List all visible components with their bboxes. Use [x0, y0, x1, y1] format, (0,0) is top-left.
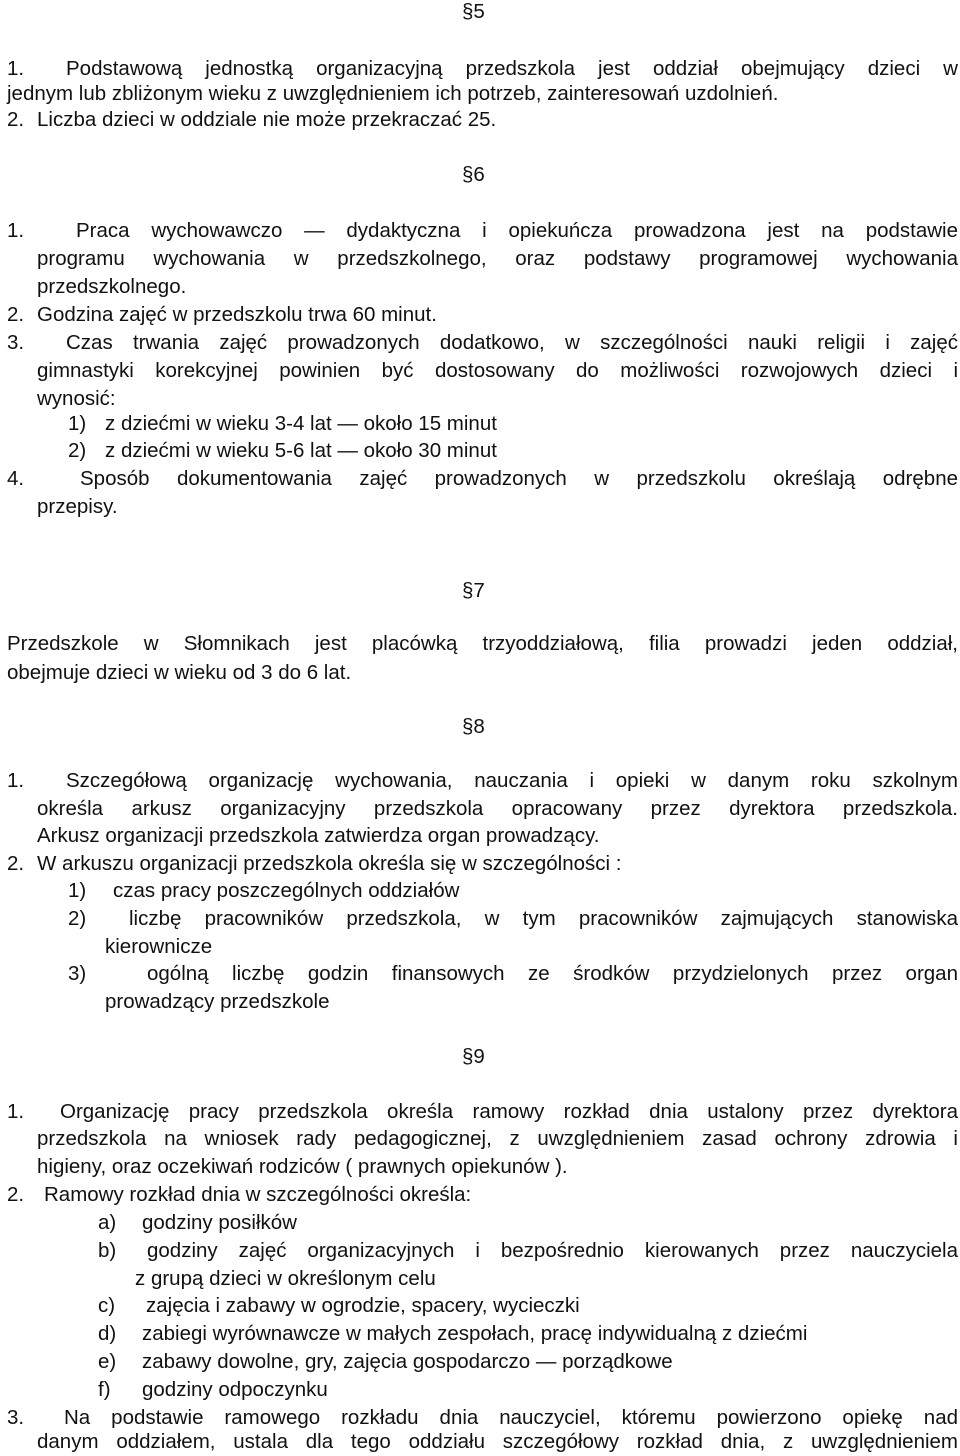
paragraph-line: W arkuszu organizacji przedszkola określa się w szczególności :	[37, 852, 622, 875]
sub-item-text: godziny zajęć organizacyjnych i bezpośrednio kierowanych przez nauczyciela	[147, 1239, 958, 1262]
sub-item-text: zajęcia i zabawy w ogrodzie, spacery, wycieczki	[146, 1294, 580, 1317]
sub-item-text: liczbę pracowników przedszkola, w tym pracowników zajmujących stanowiska	[129, 907, 958, 930]
paragraph-line: Godzina zajęć w przedszkolu trwa 60 minut.	[37, 303, 437, 326]
paragraph-line: Czas trwania zajęć prowadzonych dodatkowo, w szczególności nauki religii i zajęć	[66, 331, 958, 354]
item-number: 1.	[7, 769, 25, 792]
sub-item-number: f)	[98, 1378, 111, 1401]
sub-item-text: z dziećmi w wieku 5-6 lat — około 30 minut	[105, 439, 497, 462]
paragraph-line: gimnastyki korekcyjnej powinien być dostosowany do możliwości rozwojowych dzieci i	[37, 359, 958, 382]
paragraph-line: programu wychowania w przedszkolnego, oraz podstawy programowej wychowania	[37, 247, 958, 270]
paragraph-line: określa arkusz organizacyjny przedszkola opracowany przez dyrektora przedszkola.	[37, 797, 958, 820]
paragraph-line: Podstawową jednostką organizacyjną przedszkola jest oddział obejmujący dzieci w	[66, 57, 958, 80]
sub-item-number: e)	[98, 1350, 117, 1373]
item-number: 1.	[7, 1100, 25, 1123]
sub-item-number: 1)	[68, 412, 87, 435]
sub-item-number: 1)	[68, 879, 87, 902]
section-mark-7: §7	[462, 579, 485, 602]
section-mark-6: §6	[462, 163, 485, 186]
paragraph-line: wynosić:	[37, 387, 116, 410]
sub-item-number: d)	[98, 1322, 117, 1345]
paragraph-line: jednym lub zbliżonym wieku z uwzględnieniem ich potrzeb, zainteresowań uzdolnień.	[7, 82, 779, 105]
item-number: 2.	[7, 303, 25, 326]
sub-item-text: ogólną liczbę godzin finansowych ze środków przydzielonych przez organ	[147, 962, 958, 985]
sub-item-text: kierownicze	[105, 935, 213, 958]
section-mark-8: §8	[462, 715, 485, 738]
sub-item-text: zabiegi wyrównawcze w małych zespołach, pracę indywidualną z dziećmi	[142, 1322, 808, 1345]
sub-item-text: czas pracy poszczególnych oddziałów	[113, 879, 460, 902]
item-number: 3.	[7, 331, 25, 354]
item-number: 4.	[7, 467, 25, 490]
section-mark-5: §5	[462, 0, 485, 23]
item-number: 2.	[7, 1183, 25, 1206]
sub-item-text: z grupą dzieci w określonym celu	[135, 1267, 436, 1290]
paragraph-line: Ramowy rozkład dnia w szczególności określa:	[44, 1183, 472, 1206]
paragraph-line: danym oddziałem, ustala dla tego oddziału szczegółowy rozkład dnia, z uwzględnieniem	[37, 1430, 958, 1453]
paragraph-line: Liczba dzieci w oddziale nie może przekraczać 25.	[37, 108, 497, 131]
paragraph-line: przepisy.	[37, 495, 118, 518]
sub-item-number: b)	[98, 1239, 117, 1262]
paragraph-line: Organizację pracy przedszkola określa ramowy rozkład dnia ustalony przez dyrektora	[60, 1100, 958, 1123]
paragraph-line: Sposób dokumentowania zajęć prowadzonych w przedszkolu określają odrębne	[80, 467, 958, 490]
paragraph-line: Praca wychowawczo — dydaktyczna i opiekuńcza prowadzona jest na podstawie	[76, 219, 958, 242]
paragraph-line: przedszkola na wniosek rady pedagogicznej, z uwzględnieniem zasad ochrony zdrowia i	[37, 1127, 958, 1150]
item-number: 1.	[7, 219, 25, 242]
sub-item-text: prowadzący przedszkole	[105, 990, 330, 1013]
sub-item-number: a)	[98, 1211, 117, 1234]
item-number: 1.	[7, 57, 25, 80]
sub-item-text: z dziećmi w wieku 3-4 lat — około 15 minut	[105, 412, 497, 435]
sub-item-number: 2)	[68, 439, 87, 462]
sub-item-text: zabawy dowolne, gry, zajęcia gospodarczo — porządkowe	[142, 1350, 673, 1373]
paragraph-line: Arkusz organizacji przedszkola zatwierdza organ prowadzący.	[37, 824, 600, 847]
paragraph-line: Przedszkole w Słomnikach jest placówką trzyoddziałową, filia prowadzi jeden oddział,	[7, 632, 958, 655]
item-number: 3.	[7, 1406, 25, 1429]
item-number: 2.	[7, 108, 25, 131]
section-mark-9: §9	[462, 1045, 485, 1068]
sub-item-number: 2)	[68, 907, 87, 930]
paragraph-line: Szczegółową organizację wychowania, nauczania i opieki w danym roku szkolnym	[66, 769, 958, 792]
paragraph-line: Na podstawie ramowego rozkładu dnia nauczyciel, któremu powierzono opiekę nad	[64, 1406, 958, 1429]
paragraph-line: higieny, oraz oczekiwań rodziców ( prawnych opiekunów ).	[37, 1155, 568, 1178]
sub-item-text: godziny odpoczynku	[142, 1378, 328, 1401]
sub-item-number: 3)	[68, 962, 87, 985]
item-number: 2.	[7, 852, 25, 875]
paragraph-line: obejmuje dzieci w wieku od 3 do 6 lat.	[7, 661, 352, 684]
paragraph-line: przedszkolnego.	[37, 275, 187, 298]
sub-item-text: godziny posiłków	[142, 1211, 297, 1234]
sub-item-number: c)	[98, 1294, 116, 1317]
